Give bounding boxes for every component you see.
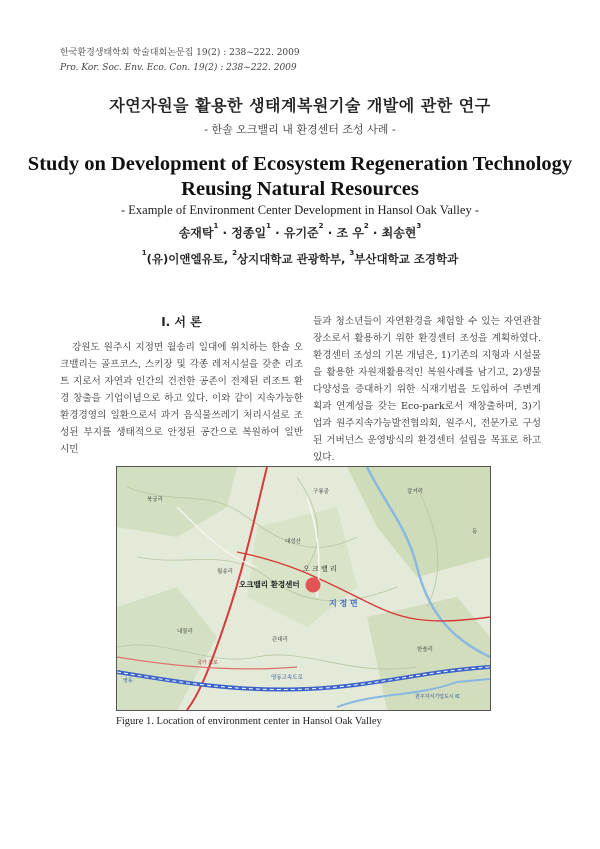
author-name: 유기준$^2$ bbox=[283, 222, 324, 240]
map-label-daeseong: 대성산 bbox=[285, 539, 301, 545]
author-affil-mark: 3 bbox=[416, 222, 422, 230]
forest-patch bbox=[117, 587, 217, 710]
affiliation-name: (유)이앤엘유토, bbox=[146, 252, 233, 266]
environment-center-marker bbox=[306, 578, 321, 593]
map-label-wonju-ic: 원주지식기업도시 IC bbox=[415, 694, 461, 700]
map-label-jijeong: 지 정 면 bbox=[329, 599, 358, 608]
author-affil-mark: 2 bbox=[363, 222, 369, 230]
figure-caption: Figure 1. Location of environment center in Hansol Oak Valley bbox=[116, 716, 382, 727]
journal-en: Pro. Kor. Soc. Env. Eco. Con. 19(2) : 238~222. 2009 bbox=[60, 63, 297, 73]
map-label-gwandae: 관대리 bbox=[272, 637, 288, 643]
location-map bbox=[116, 466, 491, 711]
map-label-oak-valley: 오 크 밸 리 bbox=[303, 565, 337, 573]
map-label-galgeori: 갈거리 bbox=[407, 489, 423, 495]
title-english-line2: Reusing Natural Resources bbox=[181, 178, 419, 200]
author-name: 정종일$^1$ bbox=[231, 222, 271, 240]
affiliation-mark: 1 bbox=[141, 249, 147, 257]
forest-patch bbox=[247, 507, 357, 627]
forest-patch bbox=[117, 467, 237, 537]
intro-paragraph-right: 들과 청소년들이 자연환경을 체험할 수 있는 자연관찰장소로서 활용하기 위한 환경센터 조성을 계획하였다. 환경센터 조성의 기본 개념은, 1)기존의 지형과 시설물을 활용한 자원재활용적인 복원사례를 남기고, 2)생물다양성을 증대하기 위한 식재기법을 도입하여 주변계획과 연계성을 갖는 Eco-park로서 재창출하며, 3)기업과 원주지속가능발전협의회, 원주시, 전문가로 구성된 거버넌스 운영방식의 환경센터 설립을 목표로 하고 있다. bbox=[313, 316, 541, 463]
forest-patch bbox=[347, 467, 490, 577]
map-label-expressway: 영동고속도로 bbox=[271, 675, 303, 681]
author-affil-mark: 1 bbox=[213, 222, 219, 230]
map-label-bugung: 북궁리 bbox=[147, 497, 163, 503]
subtitle-korean: - 한솔 오크밸리 내 환경센터 조성 사례 - bbox=[204, 123, 396, 136]
subtitle-english: - Example of Environment Center Development in Hansol Oak Valley - bbox=[120, 203, 479, 217]
map-graphic bbox=[117, 467, 490, 710]
journal-ko: 한국환경생태학회 학술대회논문집 19(2) : 238~222. 2009 bbox=[60, 48, 300, 58]
affiliation-name: 상지대학교 관광학부, bbox=[237, 252, 350, 266]
affiliation-mark: 2 bbox=[232, 249, 238, 257]
author-affil-mark: 2 bbox=[318, 222, 324, 230]
map-label-yeongdong: 영동 bbox=[123, 678, 133, 684]
map-label-center: 오크밸리 환경센터 bbox=[239, 580, 300, 589]
title-english bbox=[0, 152, 600, 202]
affiliation-name: 부산대학교 조경학과 bbox=[354, 252, 459, 266]
journal-header bbox=[60, 46, 300, 76]
section-heading: Ⅰ. 서 론 bbox=[161, 315, 202, 329]
affiliation-mark: 3 bbox=[349, 249, 355, 257]
map-label-new-road: 국가 도로 bbox=[197, 660, 218, 666]
map-label-guryong: 구룡골 bbox=[313, 489, 329, 495]
map-label-wolsong: 월송리 bbox=[217, 569, 233, 575]
map-label-naemul: 내물리 bbox=[177, 629, 193, 635]
map-label-hansol: 한솔리 bbox=[417, 647, 433, 653]
author-affil-mark: 1 bbox=[266, 222, 271, 230]
author-name: 송재탁$^1$ bbox=[178, 222, 219, 240]
intro-paragraph-left: 강원도 원주시 지정면 월송리 일대에 위치하는 한솔 오크밸리는 골프코스, 스키장 및 각종 레저시설을 갖춘 리조트 지로서 자연과 인간의 건전한 공존이 전제된 리조트 환경 창출을 기업이념으로 하고 있다. 이와 같이 지속가능한 환경경영의 일환으로서 과거 음식물쓰레기 처리시설로 조성된 부지를 생태적으로 안정된 공간으로 복원하여 일반 시민 bbox=[60, 342, 303, 455]
author-list: 송재탁$^1$ · 정종일$^1$ · 유기준$^2$ · 조 우$^2$ · 최송현$^3$ bbox=[178, 222, 422, 240]
author-name: 최송현$^3$ bbox=[381, 222, 422, 240]
title-english-line1: Study on Development of Ecosystem Regeneration Technology bbox=[27, 153, 573, 175]
map-label-dong: 동 bbox=[472, 529, 478, 535]
author-name: 조 우$^2$ bbox=[336, 222, 369, 240]
title-korean: 자연자원을 활용한 생태계복원기술 개발에 관한 연구 bbox=[109, 96, 491, 115]
affiliation-list bbox=[0, 251, 600, 267]
